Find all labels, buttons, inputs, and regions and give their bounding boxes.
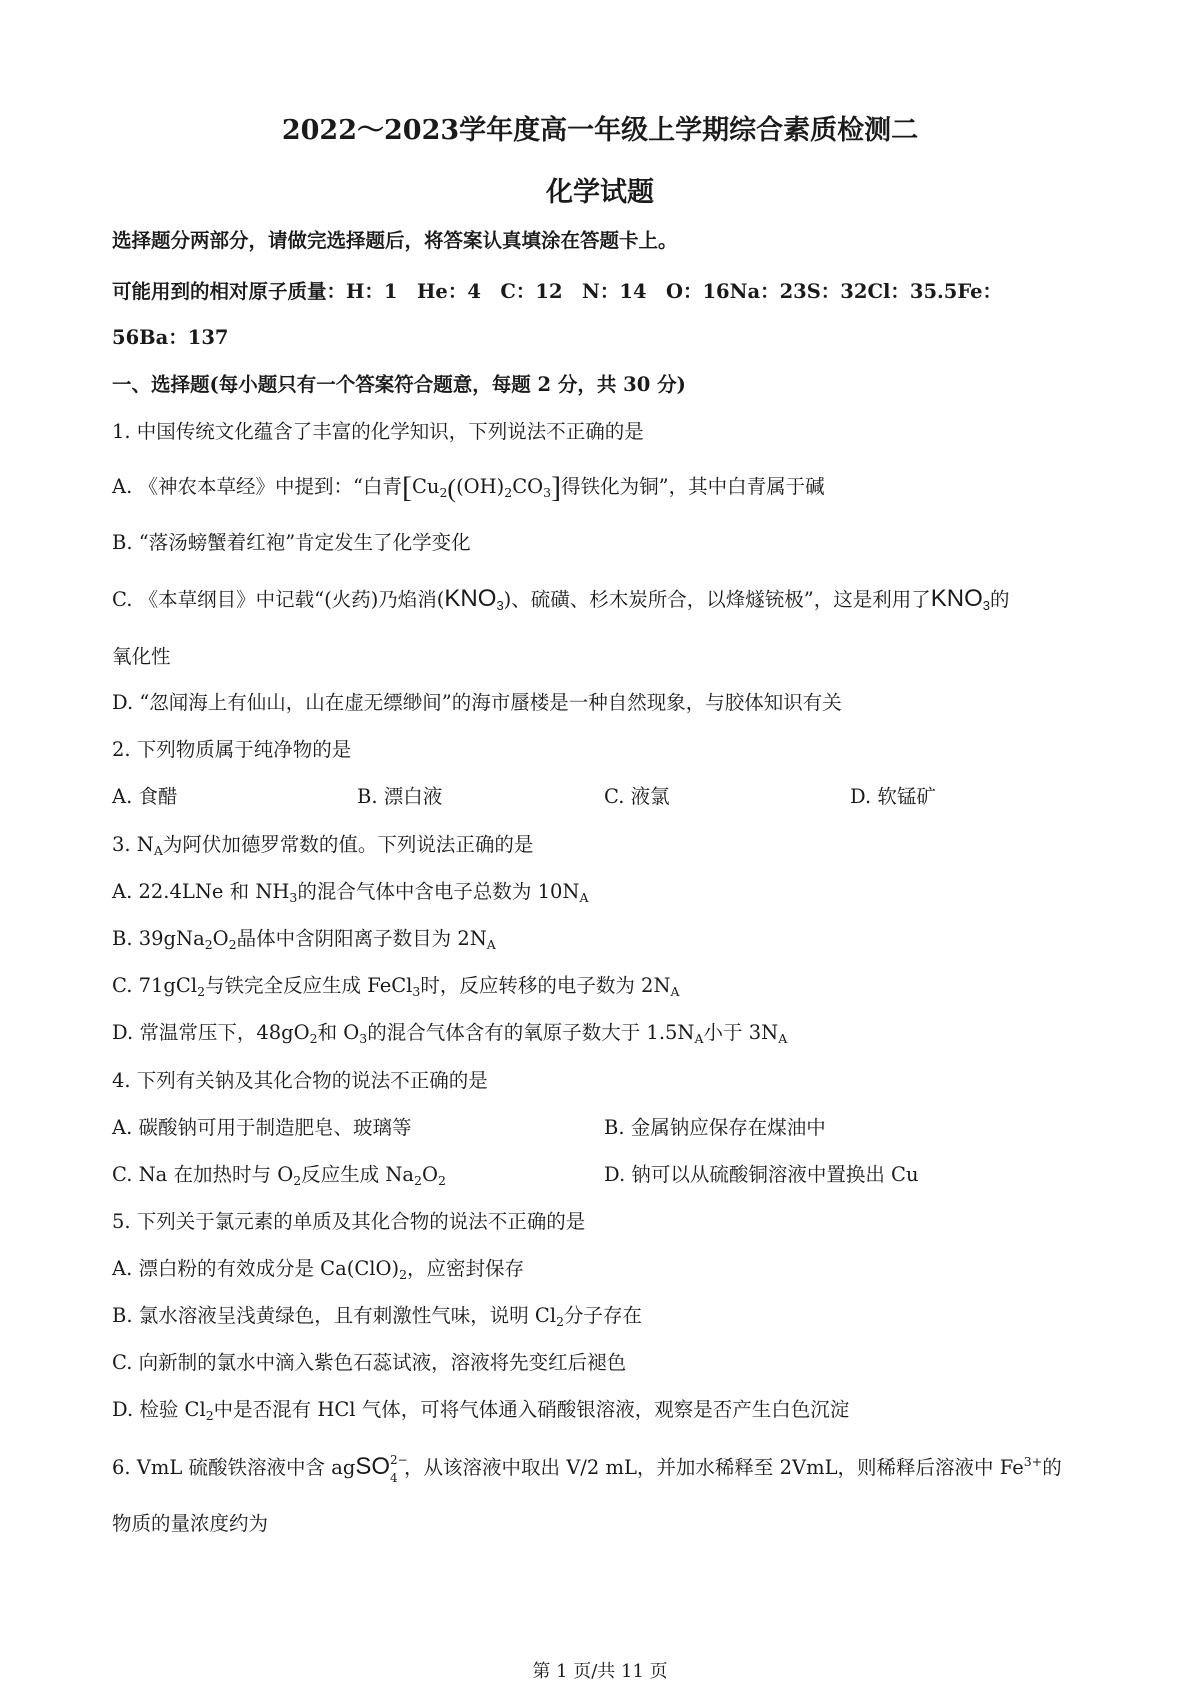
q5-option-b: B. 氯水溶液呈浅黄绿色，且有刺激性气味，说明 $Cl_2$分子存在 [112, 1304, 643, 1329]
q3-option-b: B. $39gNa_2O_2$晶体中含阴阳离子数目为 $2N_A$ [112, 927, 496, 952]
q5-option-d: D. 检验 $Cl_2$中是否混有 HCl 气体，可将气体通入硝酸银溶液，观察是否产生白色沉淀 [112, 1398, 850, 1423]
section-heading: 一、选择题(每小题只有一个答案符合题意，每题 2 分，共 30 分) [112, 373, 686, 396]
page-title: 2022～2023学年度高一年级上学期综合素质检测二 [281, 115, 919, 146]
page-number: 第 1 页/共 11 页 [532, 1661, 668, 1682]
q2-option-b: B. 漂白液 [357, 785, 443, 808]
q1-option-d: D. “忽闻海上有仙山，山在虚无缥缈间”的海市蜃楼是一种自然现象，与胶体知识有关 [112, 691, 842, 714]
q1-option-b: B. “落汤螃蟹着红袍”肯定发生了化学变化 [112, 531, 471, 554]
q4-option-c: C. Na 在加热时与 $O_2$反应生成 $Na_2O_2$ [112, 1163, 446, 1188]
atomic-mass-line-2: 56Ba：137 [112, 326, 229, 349]
q4-option-d: D. 钠可以从硫酸铜溶液中置换出 Cu [604, 1163, 919, 1186]
page-subtitle: 化学试题 [546, 177, 654, 208]
q1-stem: 1. 中国传统文化蕴含了丰富的化学知识，下列说法不正确的是 [112, 420, 644, 443]
q4-option-b: B. 金属钠应保存在煤油中 [604, 1116, 826, 1139]
q6-stem-cont: 物质的量浓度约为 [112, 1512, 269, 1535]
q1-option-c: C. 《本草纲目》中记载“(火药)乃焰消$(KNO_3)$、硫磺、杉木炭所合，以烽燧铳极”，这是利用了$KNO_3$的 [112, 585, 1010, 613]
q3-option-c: C. 71gCl$_2$与铁完全反应生成 FeCl$_3$时，反应转移的电子数为 $2N_A$ [112, 974, 680, 999]
q6-stem: 6. VmL 硫酸铁溶液中含 agSO 2− 4 ，从该溶液中取出 V/2 mL，并加水稀释至 2VmL，则稀释后溶液中 $Fe^{3+}$的 [112, 1452, 1062, 1485]
q2-stem: 2. 下列物质属于纯净物的是 [112, 738, 352, 761]
q3-stem: 3. $N_A$为阿伏加德罗常数的值。下列说法正确的是 [112, 833, 534, 858]
atomic-mass-line-1: 可能用到的相对原子质量：H：1 He：4 C：12 N：14 O：16Na：23S：32Cl：35.5Fe： [112, 280, 1003, 303]
q3-option-d: D. 常温常压下，$48gO_2$和 $O_3$的混合气体含有的氧原子数大于 $1.5N_A$小于 $3N_A$ [112, 1021, 788, 1046]
instruction-line: 选择题分两部分，请做完选择题后，将答案认真填涂在答题卡上。 [112, 229, 678, 252]
q2-option-a: A. 食醋 [112, 785, 178, 808]
q4-stem: 4. 下列有关钠及其化合物的说法不正确的是 [112, 1069, 488, 1092]
q3-option-a: A. 22.4LNe 和 $NH_3$的混合气体中含电子总数为 $10N_A$ [112, 880, 589, 905]
q5-option-a: A. 漂白粉的有效成分是 $Ca(ClO)_2$，应密封保存 [112, 1257, 525, 1282]
q2-option-c: C. 液氯 [604, 785, 670, 808]
q2-option-d: D. 软锰矿 [850, 785, 936, 808]
q4-option-a: A. 碳酸钠可用于制造肥皂、玻璃等 [112, 1116, 412, 1139]
q5-stem: 5. 下列关于氯元素的单质及其化合物的说法不正确的是 [112, 1210, 586, 1233]
q1-option-c-cont: 氧化性 [112, 645, 171, 668]
q5-option-c: C. 向新制的氯水中滴入紫色石蕊试液，溶液将先变红后褪色 [112, 1351, 627, 1374]
q1-option-a: A. 《神农本草经》中提到：“白青[$Cu_2((OH)_2CO_3]$得铁化为铜”，其中白青属于碱 [112, 471, 825, 504]
